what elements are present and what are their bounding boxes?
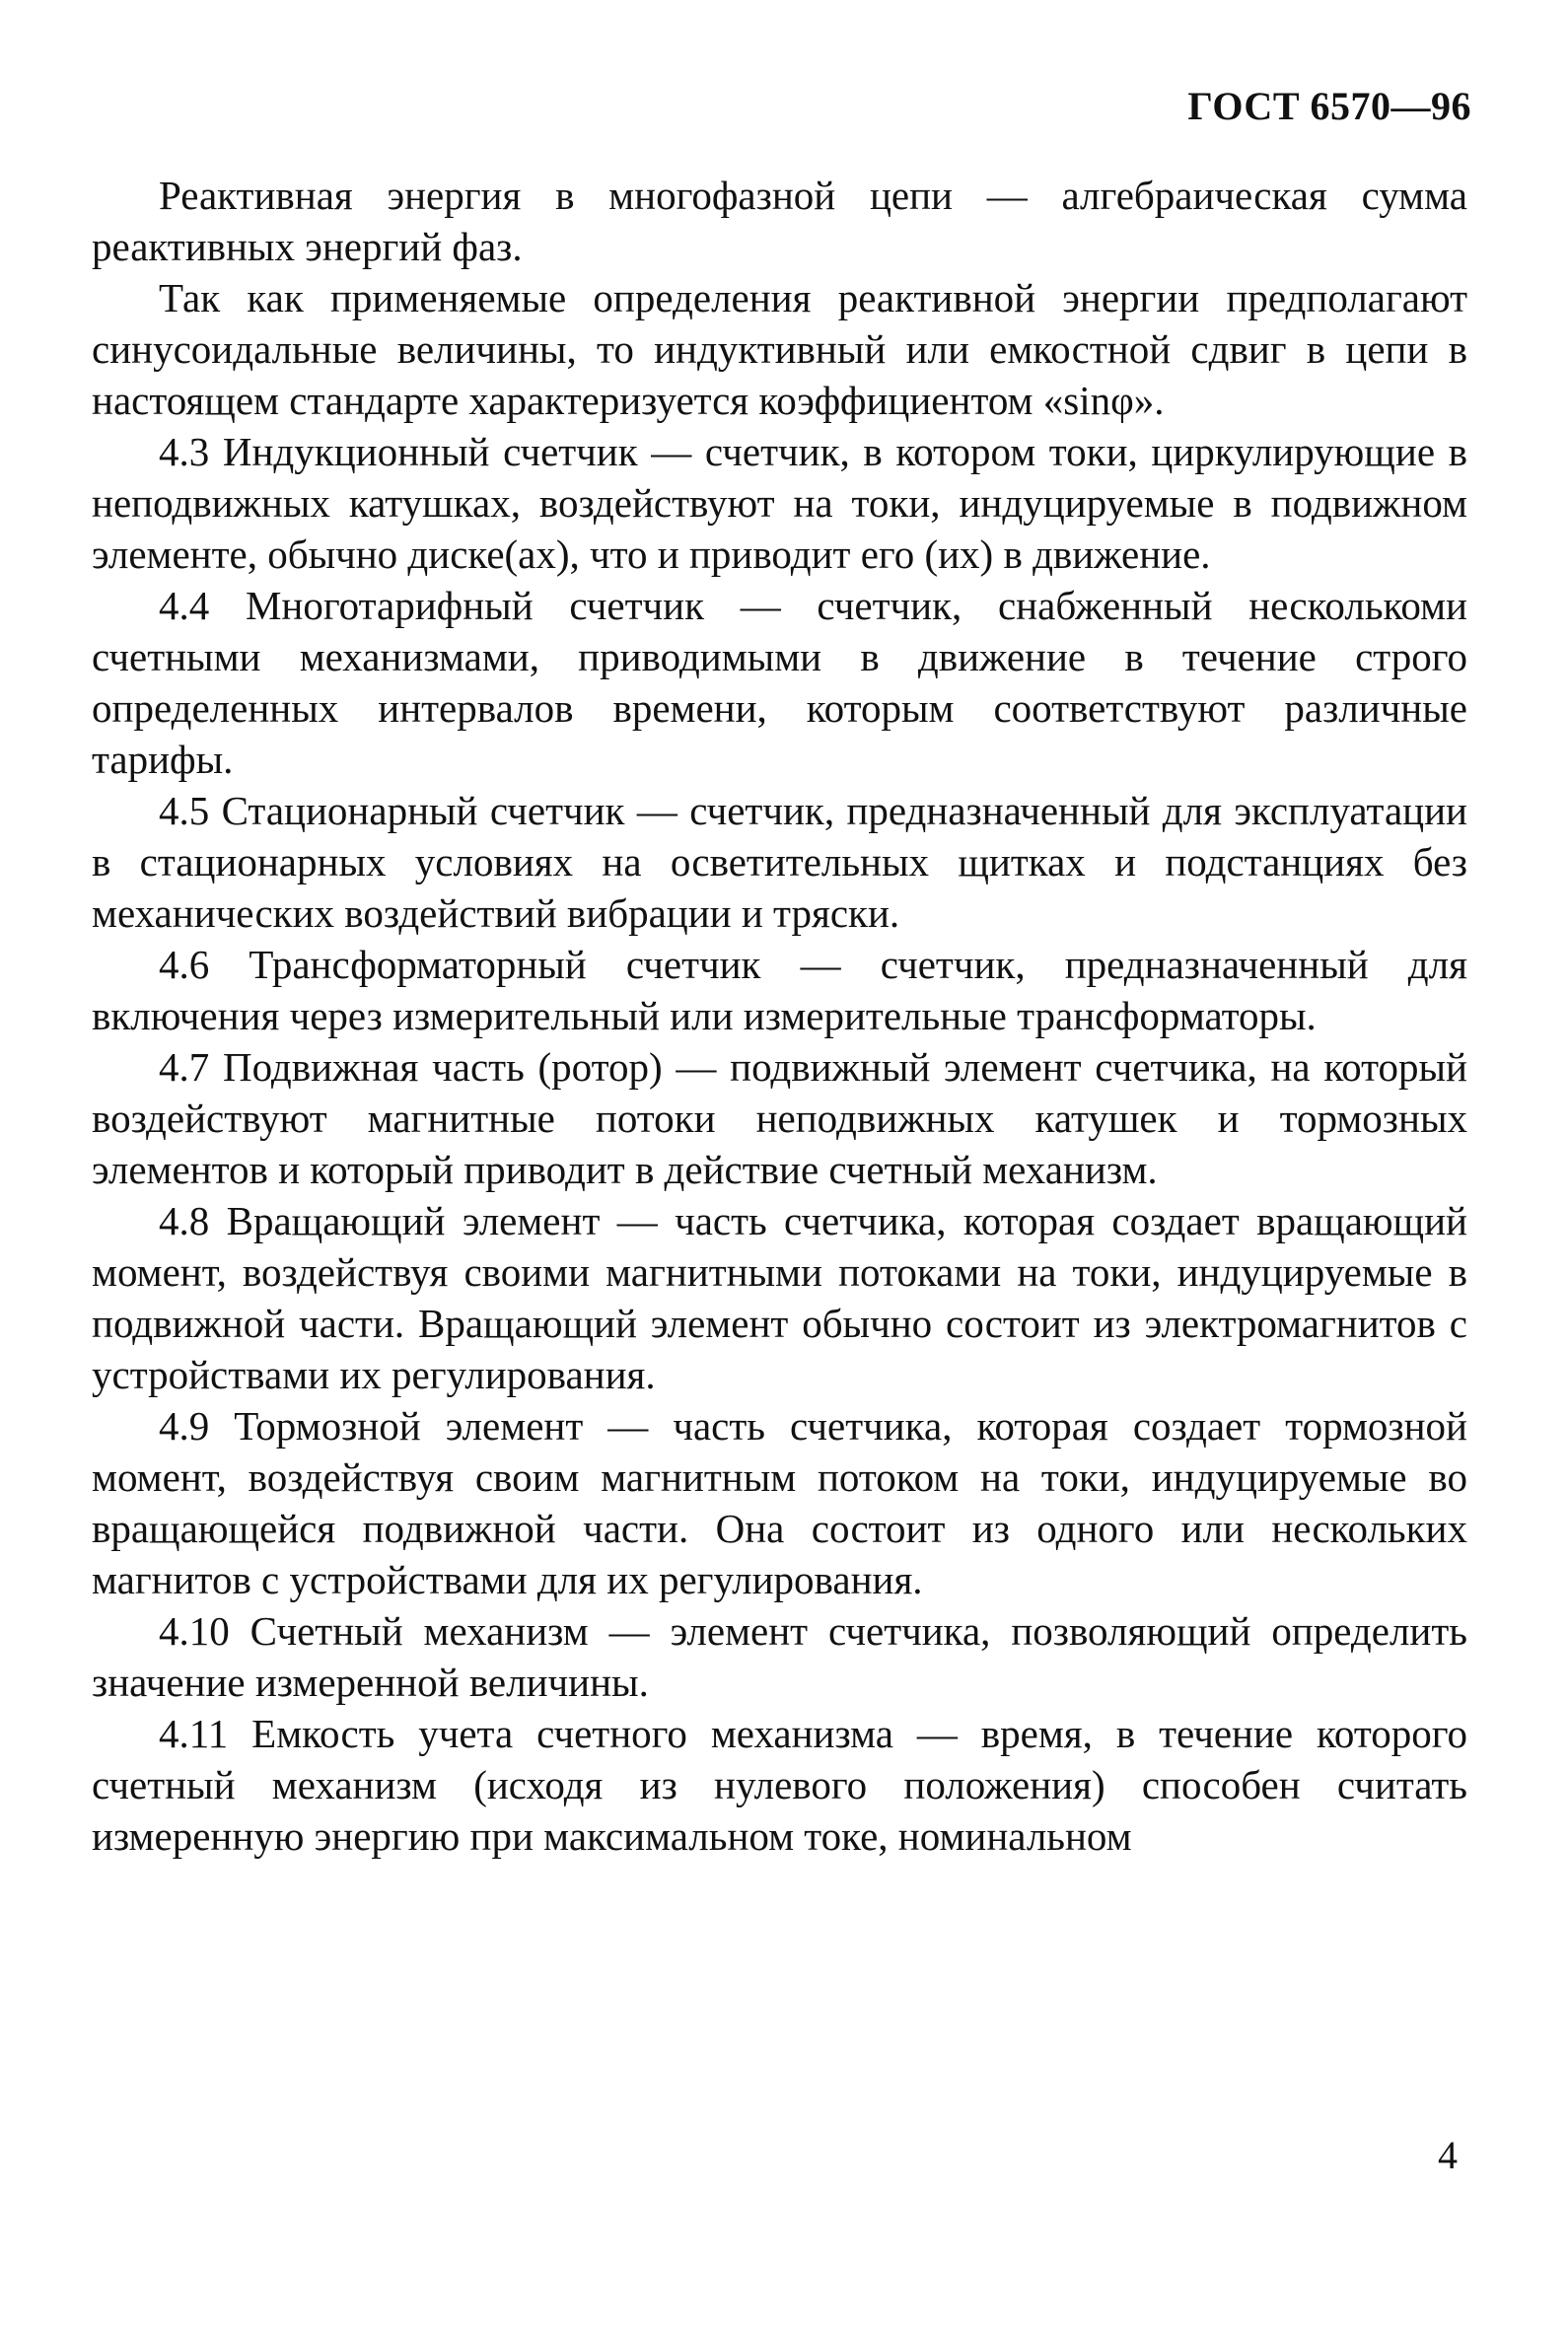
paragraph-4-5: 4.5 Стационарный счетчик — счетчик, предназначенный для эксплуатации в стационарных условиях на осветительных щитках и подстанциях без механических воздействий вибрации и тряски. [92,788,1467,936]
document-code-header: ГОСТ 6570—96 [1187,84,1471,128]
paragraph-4-4: 4.4 Многотарифный счетчик — счетчик, снабженный несколькоми счетными механизмами, приводимыми в движение в течение строго определенных интервалов времени, которым соответствуют различные тарифы. [92,583,1467,782]
paragraph-4-8: 4.8 Вращающий элемент — часть счетчика, которая создает вращающий момент, воздействуя своими магнитными потоками на токи, индуцируемые в подвижной части. Вращающий элемент обычно состоит из электромагнитов с устройствами их регулирования. [92,1198,1467,1397]
page-number: 4 [1438,2133,1458,2177]
paragraph-4-3: 4.3 Индукционный счетчик — счетчик, в котором токи, циркулирующие в неподвижных катушках, воздействуют на токи, индуцируемые в подвижном элементе, обычно диске(ах), что и приводит его (их) в движение. [92,429,1467,577]
paragraph-4-7: 4.7 Подвижная часть (ротор) — подвижный элемент счетчика, на который воздействуют магнитные потоки неподвижных катушек и тормозных элементов и который приводит в действие счетный механизм. [92,1044,1467,1192]
document-body [92,170,1467,1862]
paragraph-4-10: 4.10 Счетный механизм — элемент счетчика, позволяющий определить значение измеренной величины. [92,1608,1467,1705]
paragraph-4-9: 4.9 Тормозной элемент — часть счетчика, которая создает тормозной момент, воздействуя своим магнитным потоком на токи, индуцируемые во вращающейся подвижной части. Она состоит из одного или нескольких магнитов с устройствами для их регулирования. [92,1403,1467,1602]
paragraph-sin-phi-note: Так как применяемые определения реактивной энергии предполагают синусоидальные величины, то индуктивный или емкостной сдвиг в цепи в настоящем стандарте характеризуется коэффициентом «sinφ». [92,275,1467,423]
paragraph-4-11: 4.11 Емкость учета счетного механизма — время, в течение которого счетный механизм (исходя из нулевого положения) способен считать измеренную энергию при максимальном токе, номинальном [92,1711,1467,1859]
paragraph-4-6: 4.6 Трансформаторный счетчик — счетчик, предназначенный для включения через измерительный или измерительные трансформаторы. [92,942,1467,1038]
paragraph-reactive-energy-definition: Реактивная энергия в многофазной цепи — алгебраическая сумма реактивных энергий фаз. [92,173,1467,269]
